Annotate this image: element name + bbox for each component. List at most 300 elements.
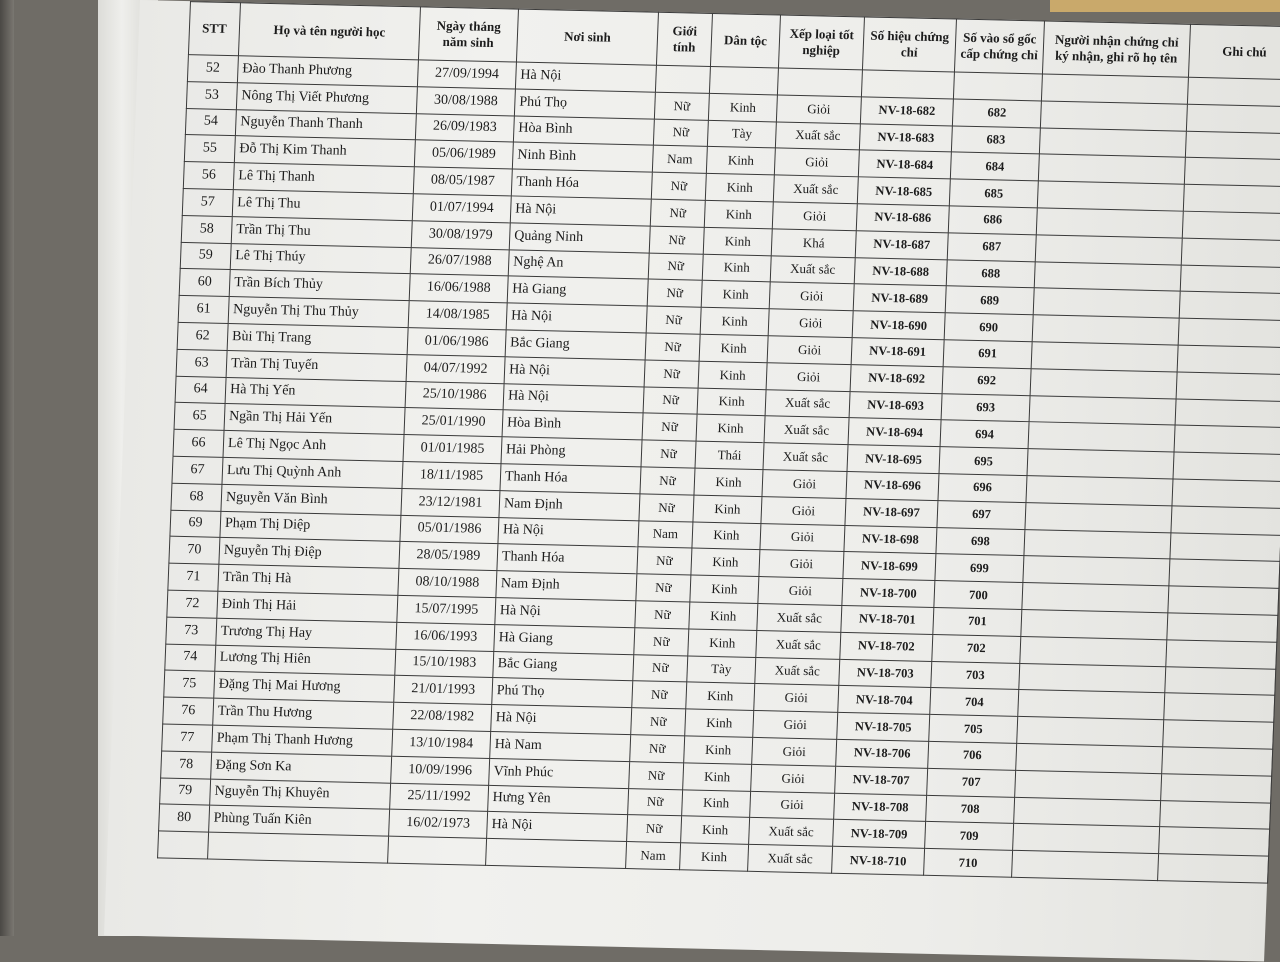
cell-note bbox=[1174, 425, 1280, 454]
cell-receiver bbox=[1041, 74, 1188, 104]
cell-place: Nam Định bbox=[499, 490, 640, 520]
cell-stt: 74 bbox=[165, 644, 216, 672]
cell-receiver bbox=[1027, 449, 1174, 479]
cell-sex: Nữ bbox=[632, 681, 687, 709]
cell-dob: 23/12/1981 bbox=[401, 488, 500, 517]
cell-sex: Nữ bbox=[635, 601, 690, 629]
header-cert-no: Số hiệu chứng chỉ bbox=[862, 17, 956, 72]
cell-place: Hà Nội bbox=[504, 357, 645, 387]
cell-name: Trần Thị Thu bbox=[231, 216, 412, 247]
header-ethnicity: Dân tộc bbox=[710, 13, 780, 67]
cell-book-no: 700 bbox=[934, 581, 1023, 610]
cell-receiver bbox=[1030, 368, 1177, 398]
cell-receiver bbox=[1032, 315, 1179, 345]
cell-book-no: 699 bbox=[935, 554, 1024, 583]
cell-stt: 62 bbox=[177, 322, 228, 350]
cell-sex: Nữ bbox=[646, 306, 701, 334]
cell-book-no: 684 bbox=[950, 152, 1039, 181]
cell-dob: 22/08/1982 bbox=[393, 702, 492, 731]
cell-stt: 59 bbox=[180, 242, 231, 270]
cell-sex: Nữ bbox=[628, 788, 683, 816]
header-receiver: Người nhận chứng chỉ ký nhận, ghi rõ họ tên bbox=[1042, 21, 1190, 77]
cell-note bbox=[1173, 452, 1280, 481]
cell-place: Hòa Bình bbox=[502, 410, 643, 440]
cell-note bbox=[1179, 291, 1280, 320]
cell-note bbox=[1184, 158, 1280, 187]
cell-sex: Nữ bbox=[649, 226, 704, 254]
cell-grade: Giỏi bbox=[759, 550, 844, 579]
cell-grade bbox=[777, 68, 862, 97]
cell-name: Đào Thanh Phương bbox=[237, 56, 418, 87]
cell-place: Hà Giang bbox=[507, 276, 648, 306]
cell-grade: Giỏi bbox=[750, 791, 835, 820]
cell-stt: 69 bbox=[170, 510, 221, 538]
cell-sex: Nữ bbox=[651, 172, 706, 200]
cell-cert-no: NV-18-692 bbox=[850, 364, 943, 393]
cell-grade: Giỏi bbox=[767, 336, 852, 365]
cell-dob: 16/06/1993 bbox=[396, 622, 495, 651]
cell-ethnicity: Kinh bbox=[701, 281, 770, 309]
cell-cert-no: NV-18-688 bbox=[854, 257, 947, 286]
cell-sex bbox=[655, 65, 710, 93]
cell-place: Ninh Bình bbox=[512, 142, 653, 172]
cell-grade: Xuất sắc bbox=[770, 255, 855, 284]
cell-name: Trần Bích Thủy bbox=[229, 270, 410, 301]
cell-book-no: 695 bbox=[939, 447, 1028, 476]
cell-receiver bbox=[1039, 128, 1186, 158]
cell-ethnicity: Kinh bbox=[696, 415, 765, 443]
cell-note bbox=[1166, 640, 1277, 669]
cell-note bbox=[1177, 345, 1280, 374]
cell-stt: 65 bbox=[174, 403, 225, 431]
cell-book-no: 694 bbox=[940, 420, 1029, 449]
cell-note bbox=[1169, 559, 1280, 588]
cell-name: Đặng Sơn Ka bbox=[211, 752, 392, 783]
cell-ethnicity: Kinh bbox=[684, 736, 753, 764]
cell-place: Quảng Ninh bbox=[509, 223, 650, 253]
cell-dob: 04/07/1992 bbox=[406, 354, 505, 383]
cell-book-no: 697 bbox=[937, 500, 1026, 529]
cell-book-no: 698 bbox=[936, 527, 1025, 556]
cell-grade: Xuất sắc bbox=[765, 389, 850, 418]
cell-place: Hà Nam bbox=[490, 731, 631, 761]
cell-dob: 08/05/1987 bbox=[413, 167, 512, 196]
cell-receiver bbox=[1015, 770, 1162, 800]
cell-name: Bùi Thị Trang bbox=[227, 323, 408, 354]
cell-stt: 77 bbox=[162, 724, 213, 752]
cell-ethnicity: Kinh bbox=[693, 495, 762, 523]
cell-book-no: 688 bbox=[946, 259, 1035, 288]
cell-ethnicity: Kinh bbox=[704, 200, 773, 228]
cell-cert-no bbox=[861, 70, 954, 99]
cell-name: Trần Thu Hương bbox=[213, 698, 394, 729]
cell-place: Phú Thọ bbox=[514, 89, 655, 119]
cell-cert-no: NV-18-693 bbox=[849, 391, 942, 420]
cell-note bbox=[1160, 800, 1271, 829]
cell-cert-no: NV-18-683 bbox=[859, 123, 952, 152]
cell-cert-no: NV-18-684 bbox=[858, 150, 951, 179]
cell-ethnicity: Tày bbox=[707, 120, 776, 148]
cell-place: Nam Định bbox=[496, 571, 637, 601]
cell-grade: Giỏi bbox=[772, 202, 857, 231]
cell-stt: 61 bbox=[178, 296, 229, 324]
cell-cert-no: NV-18-682 bbox=[860, 97, 953, 126]
cell-place: Hà Nội bbox=[510, 196, 651, 226]
cell-ethnicity: Kinh bbox=[680, 843, 749, 871]
cell-sex: Nữ bbox=[645, 333, 700, 361]
header-dob: Ngày tháng năm sinh bbox=[418, 7, 518, 62]
cell-ethnicity: Kinh bbox=[686, 682, 755, 710]
cell-receiver bbox=[1014, 797, 1161, 827]
cell-book-no: 710 bbox=[924, 848, 1013, 877]
cell-stt: 70 bbox=[169, 537, 220, 565]
cell-dob: 01/06/1986 bbox=[407, 328, 506, 357]
cell-dob: 08/10/1988 bbox=[398, 569, 497, 598]
cell-receiver bbox=[1036, 208, 1183, 238]
cell-dob: 26/07/1988 bbox=[410, 247, 509, 276]
cell-name: Lương Thị Hiên bbox=[215, 645, 396, 676]
cell-sex: Nữ bbox=[648, 253, 703, 281]
cell-cert-no: NV-18-702 bbox=[840, 632, 933, 661]
cell-note bbox=[1158, 854, 1269, 883]
cell-receiver bbox=[1016, 743, 1163, 773]
cell-sex: Nữ bbox=[641, 440, 696, 468]
cell-place: Hà Nội bbox=[498, 517, 639, 547]
cell-name: Phạm Thị Diệp bbox=[220, 511, 401, 542]
cell-cert-no: NV-18-696 bbox=[846, 471, 939, 500]
cell-book-no: 690 bbox=[944, 313, 1033, 342]
cell-dob: 13/10/1984 bbox=[392, 729, 491, 758]
cell-grade: Giỏi bbox=[776, 95, 861, 124]
cell-grade: Giỏi bbox=[758, 577, 843, 606]
cell-ethnicity: Kinh bbox=[692, 522, 761, 550]
cell-grade: Xuất sắc bbox=[755, 657, 840, 686]
cell-stt: 73 bbox=[166, 617, 217, 645]
cell-ethnicity: Kinh bbox=[688, 629, 757, 657]
cell-dob: 30/08/1979 bbox=[411, 220, 510, 249]
cell-dob: 30/08/1988 bbox=[416, 87, 515, 116]
cell-name: Lê Thị Thu bbox=[232, 190, 413, 221]
cell-dob: 28/05/1989 bbox=[399, 542, 498, 571]
cell-name: Đinh Thị Hải bbox=[217, 591, 398, 622]
cell-note bbox=[1161, 773, 1272, 802]
cell-name: Trần Thị Hà bbox=[218, 564, 399, 595]
cell-dob: 18/11/1985 bbox=[402, 461, 501, 490]
cell-grade: Khá bbox=[771, 229, 856, 258]
cell-book-no: 705 bbox=[929, 715, 1018, 744]
cell-stt: 63 bbox=[176, 349, 227, 377]
cell-sex: Nam bbox=[652, 146, 707, 174]
cell-grade: Giỏi bbox=[751, 764, 836, 793]
cell-sex: Nữ bbox=[654, 92, 709, 120]
cell-book-no: 703 bbox=[931, 661, 1020, 690]
cell-receiver bbox=[1026, 476, 1173, 506]
cell-name: Nguyễn Thị Điệp bbox=[219, 538, 400, 569]
cell-book-no: 692 bbox=[942, 366, 1031, 395]
cell-book-no: 691 bbox=[943, 340, 1032, 369]
cell-ethnicity: Kinh bbox=[694, 468, 763, 496]
header-place: Nơi sinh bbox=[516, 9, 658, 65]
cell-grade: Giỏi bbox=[762, 470, 847, 499]
cell-book-no: 707 bbox=[927, 768, 1016, 797]
cell-grade: Giỏi bbox=[768, 309, 853, 338]
cell-cert-no: NV-18-701 bbox=[841, 605, 934, 634]
cell-stt: 75 bbox=[164, 670, 215, 698]
cell-receiver bbox=[1033, 288, 1180, 318]
cell-cert-no: NV-18-710 bbox=[832, 846, 925, 875]
cell-dob: 01/07/1994 bbox=[412, 194, 511, 223]
cell-stt: 80 bbox=[159, 804, 210, 832]
cell-ethnicity: Kinh bbox=[703, 227, 772, 255]
cell-place bbox=[486, 838, 627, 868]
cell-sex: Nữ bbox=[627, 815, 682, 843]
cell-book-no: 704 bbox=[930, 688, 1019, 717]
cell-receiver bbox=[1023, 556, 1170, 586]
cell-receiver bbox=[1028, 422, 1175, 452]
cell-sex: Nữ bbox=[650, 199, 705, 227]
cell-sex: Nữ bbox=[647, 279, 702, 307]
cell-book-no: 682 bbox=[952, 99, 1041, 128]
cell-cert-no: NV-18-700 bbox=[842, 579, 935, 608]
cell-note bbox=[1162, 747, 1273, 776]
cell-stt: 79 bbox=[160, 777, 211, 805]
graduate-certificate-table bbox=[157, 1, 1280, 883]
cell-place: Hà Giang bbox=[494, 624, 635, 654]
cell-ethnicity: Kinh bbox=[681, 816, 750, 844]
cell-name: Trần Thị Tuyến bbox=[226, 350, 407, 381]
cell-note bbox=[1176, 372, 1280, 401]
cell-place: Thanh Hóa bbox=[497, 544, 638, 574]
cell-stt: 57 bbox=[182, 188, 233, 216]
cell-sex: Nữ bbox=[629, 761, 684, 789]
cell-note bbox=[1182, 211, 1280, 240]
cell-book-no: 696 bbox=[938, 474, 1027, 503]
cell-receiver bbox=[1018, 690, 1165, 720]
cell-ethnicity: Tày bbox=[687, 655, 756, 683]
cell-grade: Giỏi bbox=[760, 523, 845, 552]
cell-cert-no: NV-18-705 bbox=[837, 712, 930, 741]
cell-receiver bbox=[1024, 529, 1171, 559]
cell-place: Hà Nội bbox=[491, 705, 632, 735]
cell-ethnicity: Kinh bbox=[697, 388, 766, 416]
cell-cert-no: NV-18-699 bbox=[843, 552, 936, 581]
cell-dob: 01/01/1985 bbox=[403, 435, 502, 464]
cell-ethnicity: Kinh bbox=[698, 361, 767, 389]
cell-ethnicity: Kinh bbox=[685, 709, 754, 737]
cell-name: Lê Thị Thanh bbox=[233, 163, 414, 194]
cell-receiver bbox=[1017, 717, 1164, 747]
cell-cert-no: NV-18-691 bbox=[851, 338, 944, 367]
cell-note bbox=[1185, 131, 1280, 160]
header-sex: Giới tính bbox=[656, 12, 712, 66]
header-note: Ghi chú bbox=[1188, 24, 1280, 79]
cell-place: Nghệ An bbox=[508, 249, 649, 279]
cell-place: Hà Nội bbox=[495, 598, 636, 628]
cell-place: Bắc Giang bbox=[493, 651, 634, 681]
cell-cert-no: NV-18-686 bbox=[856, 204, 949, 233]
cell-note bbox=[1159, 827, 1270, 856]
header-grade: Xếp loại tốt nghiệp bbox=[778, 15, 864, 70]
cell-dob: 26/09/1983 bbox=[415, 113, 514, 142]
cell-name: Nguyễn Thanh Thanh bbox=[235, 109, 416, 140]
cell-place: Hà Nội bbox=[487, 812, 628, 842]
cell-name: Lưu Thị Quỳnh Anh bbox=[222, 457, 403, 488]
cell-stt: 54 bbox=[185, 108, 236, 136]
cell-receiver bbox=[1031, 342, 1178, 372]
cell-cert-no: NV-18-685 bbox=[857, 177, 950, 206]
cell-cert-no: NV-18-695 bbox=[847, 445, 940, 474]
cell-dob: 25/11/1992 bbox=[390, 783, 489, 812]
cell-place: Hải Phòng bbox=[501, 437, 642, 467]
cell-book-no: 687 bbox=[947, 233, 1036, 262]
cell-grade: Xuất sắc bbox=[775, 122, 860, 151]
cell-place: Thanh Hóa bbox=[511, 169, 652, 199]
cell-receiver bbox=[1021, 609, 1168, 639]
cell-stt: 58 bbox=[181, 215, 232, 243]
cell-book-no: 702 bbox=[932, 634, 1021, 663]
cell-grade: Giỏi bbox=[769, 282, 854, 311]
cell-cert-no: NV-18-706 bbox=[836, 739, 929, 768]
cell-ethnicity: Kinh bbox=[691, 548, 760, 576]
cell-cert-no: NV-18-698 bbox=[844, 525, 937, 554]
cell-sex: Nữ bbox=[630, 735, 685, 763]
cell-dob: 05/01/1986 bbox=[400, 515, 499, 544]
cell-name: Phùng Tuấn Kiên bbox=[209, 805, 390, 836]
cell-dob: 25/01/1990 bbox=[404, 408, 503, 437]
cell-note bbox=[1183, 184, 1280, 213]
cell-dob: 10/09/1996 bbox=[391, 756, 490, 785]
cell-ethnicity: Kinh bbox=[683, 763, 752, 791]
cell-name: Phạm Thị Thanh Hương bbox=[212, 725, 393, 756]
cell-stt: 72 bbox=[167, 590, 218, 618]
cell-note bbox=[1175, 399, 1280, 428]
cell-note bbox=[1187, 77, 1280, 106]
header-name: Họ và tên người học bbox=[238, 3, 420, 60]
cell-grade: Xuất sắc bbox=[748, 844, 833, 873]
cell-note bbox=[1181, 238, 1280, 267]
cell-sex: Nữ bbox=[653, 119, 708, 147]
cell-stt: 66 bbox=[173, 429, 224, 457]
cell-receiver bbox=[1040, 101, 1187, 131]
cell-cert-no: NV-18-704 bbox=[838, 686, 931, 715]
cell-book-no: 706 bbox=[928, 741, 1017, 770]
cell-place: Hà Nội bbox=[503, 383, 644, 413]
cell-cert-no: NV-18-690 bbox=[852, 311, 945, 340]
cell-note bbox=[1178, 318, 1280, 347]
cell-note bbox=[1171, 506, 1280, 535]
cell-place: Hưng Yên bbox=[488, 785, 629, 815]
cell-stt: 60 bbox=[179, 269, 230, 297]
cell-receiver bbox=[1019, 663, 1166, 693]
cell-book-no: 701 bbox=[933, 607, 1022, 636]
cell-grade: Giỏi bbox=[766, 362, 851, 391]
cell-grade: Xuất sắc bbox=[764, 416, 849, 445]
cell-name: Nguyễn Văn Bình bbox=[221, 484, 402, 515]
cell-receiver bbox=[1022, 583, 1169, 613]
cell-stt: 68 bbox=[171, 483, 222, 511]
cell-sex: Nữ bbox=[631, 708, 686, 736]
cell-grade: Xuất sắc bbox=[749, 818, 834, 847]
cell-receiver bbox=[1037, 181, 1184, 211]
cell-note bbox=[1165, 666, 1276, 695]
header-stt: STT bbox=[188, 2, 240, 56]
cell-stt: 55 bbox=[184, 135, 235, 163]
cell-place: Hà Nội bbox=[515, 62, 656, 92]
cell-ethnicity: Kinh bbox=[705, 174, 774, 202]
background-dark-edge bbox=[0, 0, 14, 936]
cell-dob: 05/06/1989 bbox=[414, 140, 513, 169]
table-body bbox=[158, 55, 1280, 883]
cell-stt: 53 bbox=[186, 81, 237, 109]
cell-sex: Nam bbox=[626, 842, 681, 870]
cell-ethnicity: Kinh bbox=[689, 602, 758, 630]
cell-note bbox=[1180, 265, 1280, 294]
cell-stt: 76 bbox=[163, 697, 214, 725]
cell-place: Thanh Hóa bbox=[500, 464, 641, 494]
cell-note bbox=[1164, 693, 1275, 722]
cell-cert-no: NV-18-703 bbox=[839, 659, 932, 688]
cell-name: Hà Thị Yến bbox=[225, 377, 406, 408]
cell-name: Nông Thị Viết Phương bbox=[236, 83, 417, 114]
cell-place: Phú Thọ bbox=[492, 678, 633, 708]
cell-grade: Xuất sắc bbox=[757, 603, 842, 632]
cell-book-no bbox=[953, 72, 1042, 101]
cell-book-no: 686 bbox=[948, 206, 1037, 235]
cell-name: Lê Thị Ngọc Anh bbox=[223, 431, 404, 462]
cell-sex: Nữ bbox=[639, 494, 694, 522]
cell-sex: Nữ bbox=[642, 413, 697, 441]
cell-receiver bbox=[1025, 502, 1172, 532]
cell-book-no: 708 bbox=[926, 795, 1015, 824]
cell-sex: Nữ bbox=[644, 360, 699, 388]
cell-grade: Giỏi bbox=[761, 496, 846, 525]
cell-sex: Nữ bbox=[634, 627, 689, 655]
cell-ethnicity: Kinh bbox=[690, 575, 759, 603]
cell-sex: Nữ bbox=[643, 387, 698, 415]
cell-grade: Xuất sắc bbox=[773, 175, 858, 204]
cell-dob: 15/10/1983 bbox=[395, 649, 494, 678]
cell-place: Bắc Giang bbox=[505, 330, 646, 360]
cell-place: Hà Nội bbox=[506, 303, 647, 333]
cell-dob bbox=[388, 836, 487, 865]
cell-grade: Xuất sắc bbox=[756, 630, 841, 659]
cell-dob: 27/09/1994 bbox=[417, 60, 516, 89]
cell-ethnicity: Kinh bbox=[702, 254, 771, 282]
cell-name: Nguyễn Thị Thu Thủy bbox=[228, 297, 409, 328]
cell-name: Lê Thị Thúy bbox=[230, 243, 411, 274]
cell-stt: 52 bbox=[187, 55, 238, 83]
cell-sex: Nam bbox=[638, 520, 693, 548]
cell-receiver bbox=[1035, 235, 1182, 265]
cell-dob: 25/10/1986 bbox=[405, 381, 504, 410]
cell-grade: Giỏi bbox=[753, 711, 838, 740]
cell-book-no: 693 bbox=[941, 393, 1030, 422]
cell-note bbox=[1167, 613, 1278, 642]
header-book-no: Số vào sổ gốc cấp chứng chỉ bbox=[954, 19, 1044, 74]
ledger-page bbox=[104, 0, 1280, 962]
cell-ethnicity: Kinh bbox=[682, 789, 751, 817]
cell-cert-no: NV-18-687 bbox=[855, 231, 948, 260]
cell-ethnicity: Kinh bbox=[708, 93, 777, 121]
cell-place: Vĩnh Phúc bbox=[489, 758, 630, 788]
cell-note bbox=[1168, 586, 1279, 615]
cell-grade: Giỏi bbox=[752, 737, 837, 766]
cell-dob: 14/08/1985 bbox=[408, 301, 507, 330]
cell-note bbox=[1163, 720, 1274, 749]
cell-book-no: 709 bbox=[925, 822, 1014, 851]
cell-receiver bbox=[1013, 824, 1160, 854]
cell-sex: Nữ bbox=[636, 574, 691, 602]
